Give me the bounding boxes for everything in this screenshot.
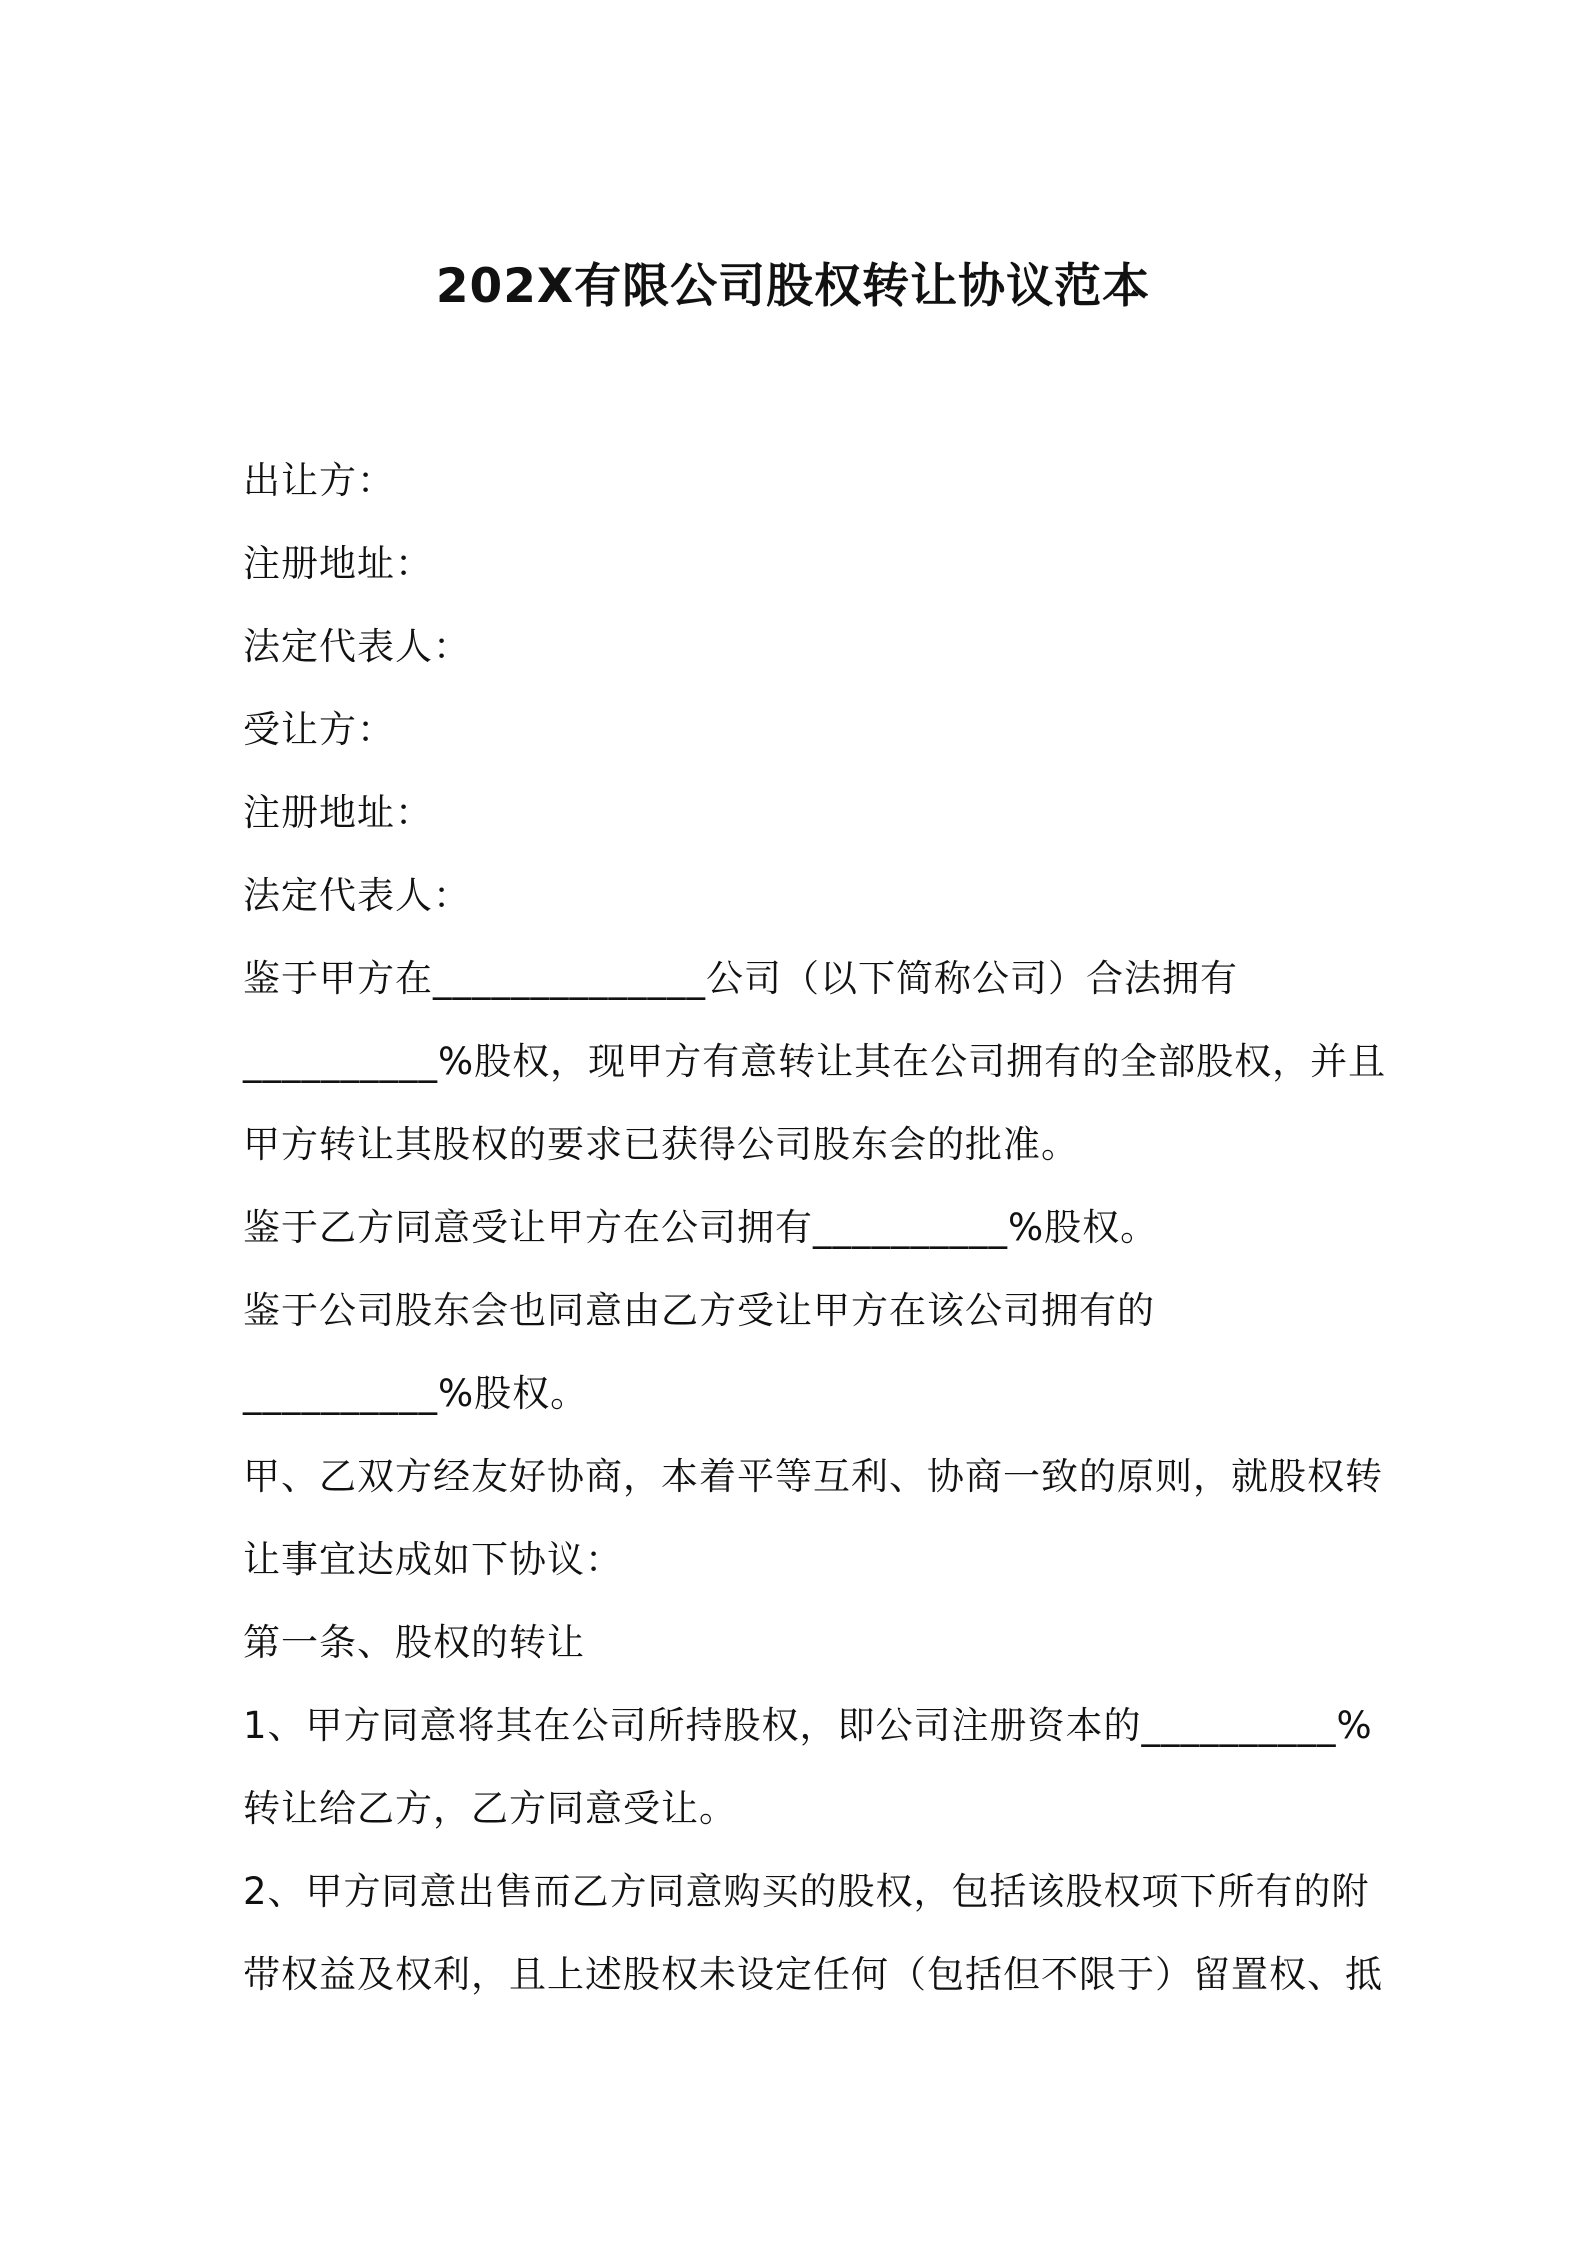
transferor-label: 出让方：	[243, 459, 395, 502]
article-heading: 第一条、股权的转让	[243, 1621, 585, 1664]
clause-line: 转让给乙方，乙方同意受让。	[243, 1787, 737, 1830]
clause-line: 1、甲方同意将其在公司所持股权，即公司注册资本的__________%	[243, 1704, 1373, 1747]
clause-line: 2、甲方同意出售而乙方同意购买的股权，包括该股权项下所有的附	[243, 1870, 1370, 1913]
document-title: 202X有限公司股权转让协议范本	[435, 259, 1151, 314]
transferor-representative-label: 法定代表人：	[243, 625, 471, 668]
transferee-address-label: 注册地址：	[243, 791, 433, 834]
transferor-address-label: 注册地址：	[243, 542, 433, 585]
recital-line: __________%股权。	[243, 1372, 589, 1415]
recital-line: 鉴于乙方同意受让甲方在公司拥有__________%股权。	[243, 1206, 1159, 1249]
transferee-label: 受让方：	[243, 708, 395, 751]
recital-line: 鉴于甲方在______________公司（以下简称公司）合法拥有	[243, 957, 1238, 1000]
recital-line: 让事宜达成如下协议：	[243, 1538, 623, 1581]
recital-line: 甲、乙双方经友好协商，本着平等互利、协商一致的原则，就股权转	[243, 1455, 1383, 1498]
clause-line: 带权益及权利，且上述股权未设定任何（包括但不限于）留置权、抵	[243, 1953, 1383, 1996]
recital-line: 鉴于公司股东会也同意由乙方受让甲方在该公司拥有的	[243, 1289, 1155, 1332]
recital-line: __________%股权，现甲方有意转让其在公司拥有的全部股权，并且	[243, 1040, 1387, 1083]
transferee-representative-label: 法定代表人：	[243, 874, 471, 917]
recital-line: 甲方转让其股权的要求已获得公司股东会的批准。	[243, 1123, 1079, 1166]
